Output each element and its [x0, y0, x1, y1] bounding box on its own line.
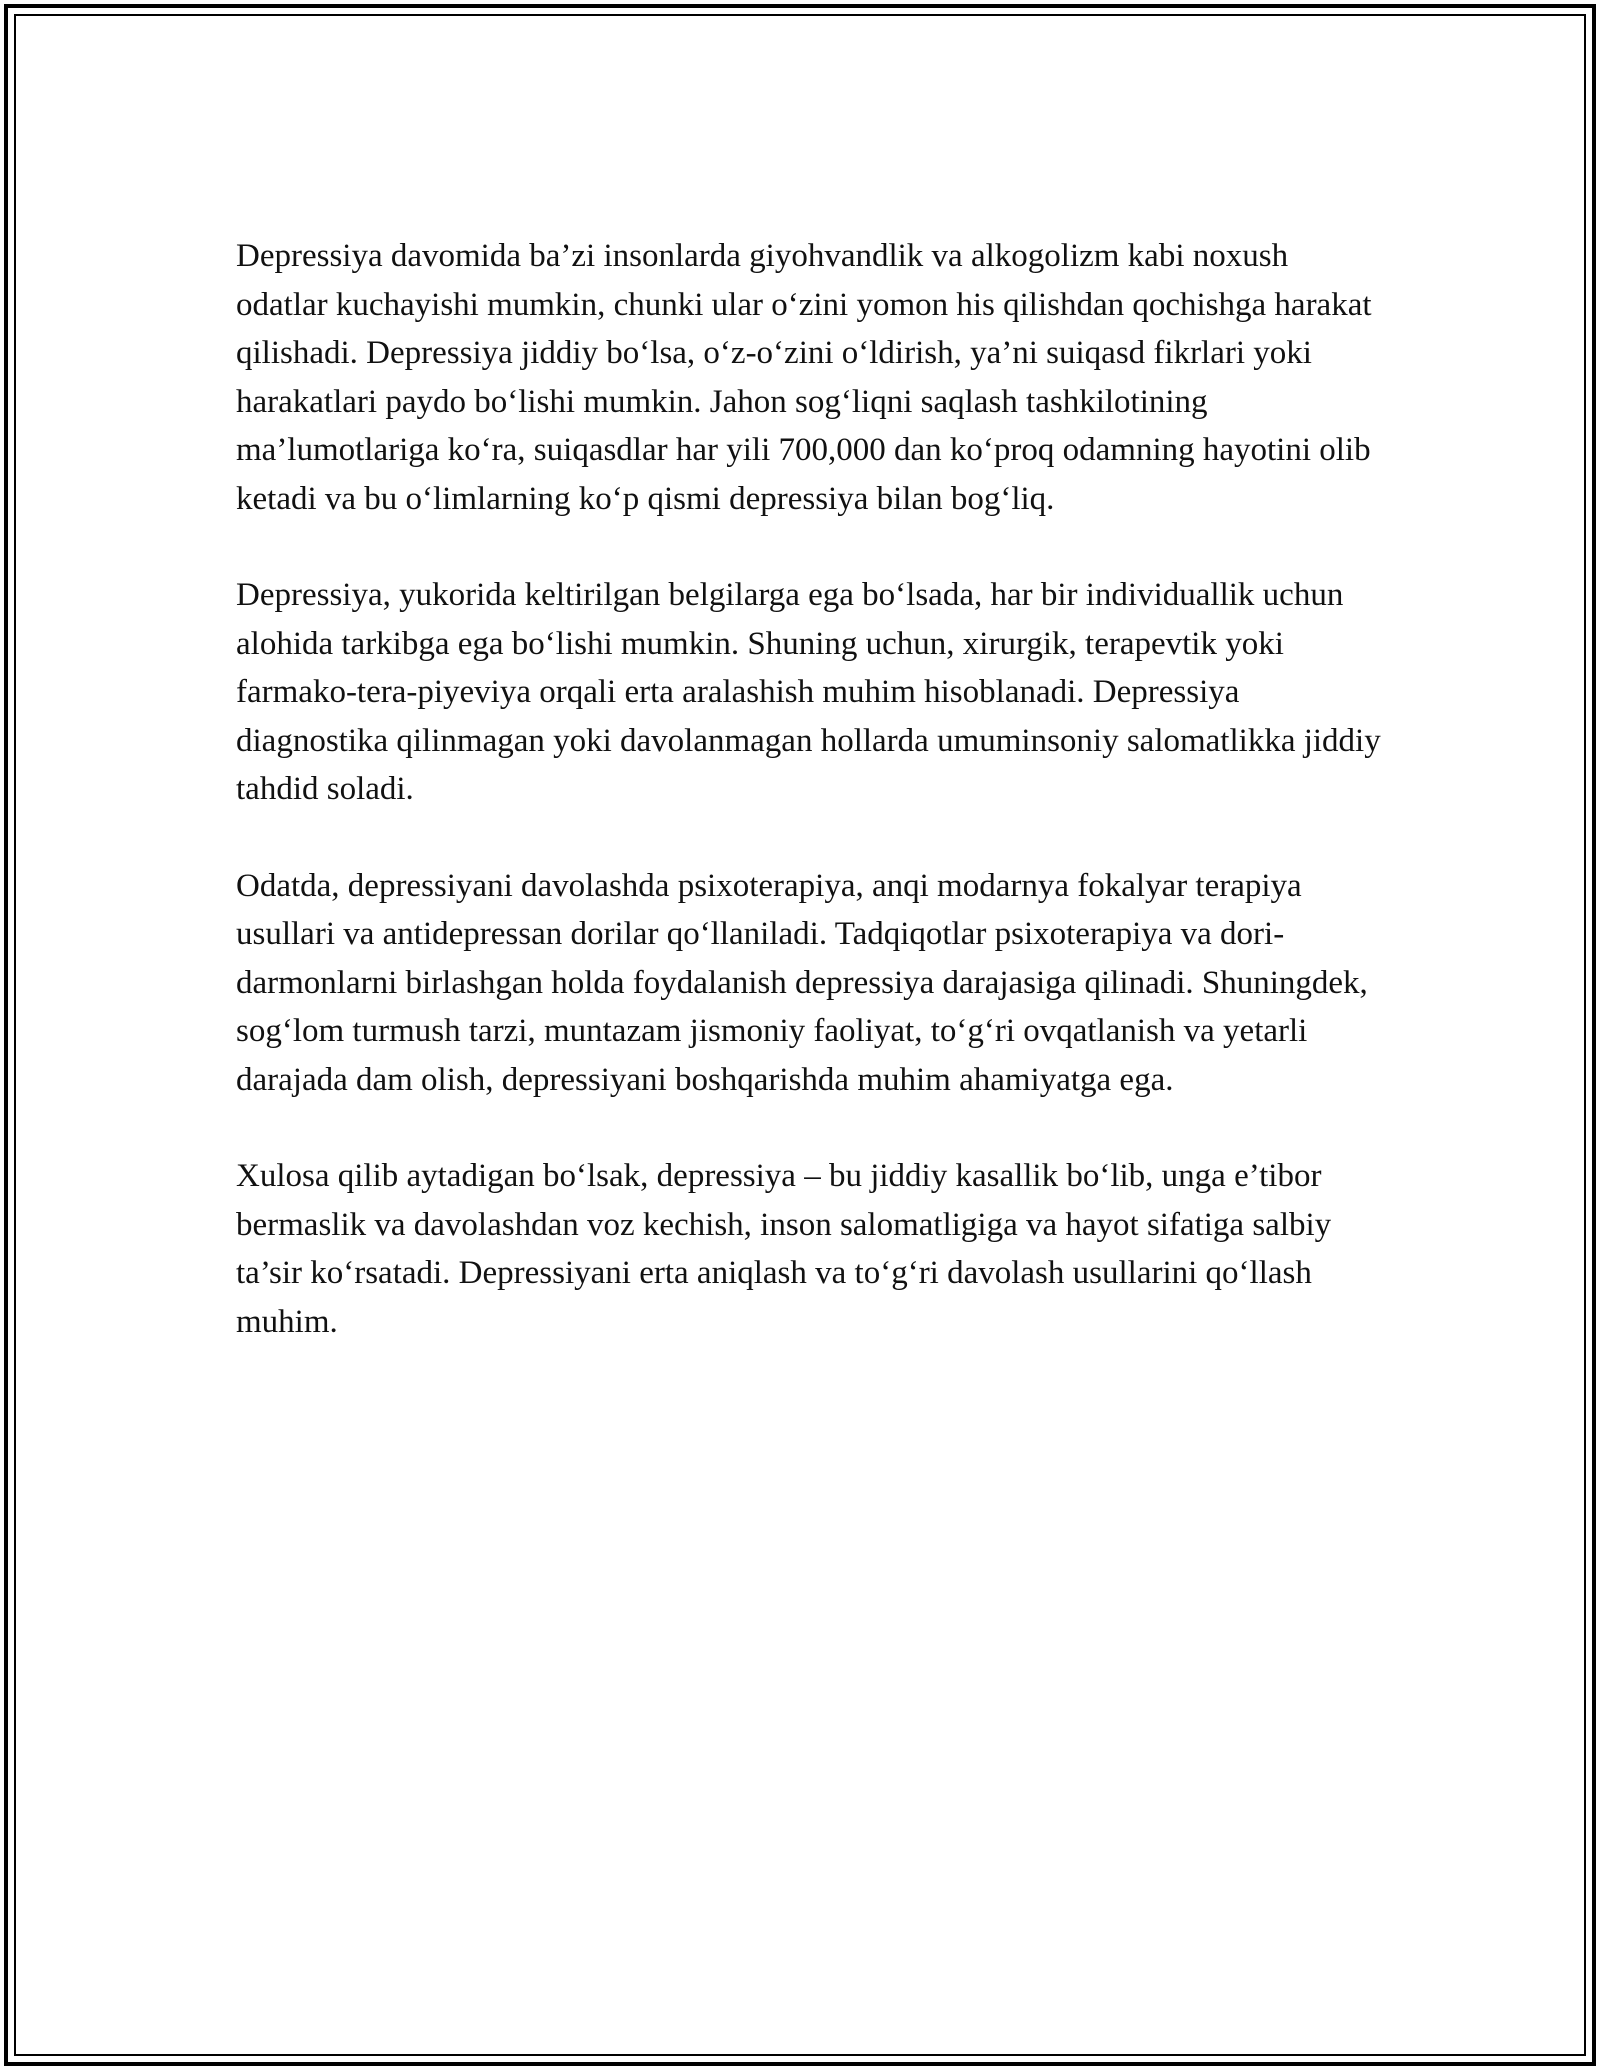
paragraph-4: Xulosa qilib aytadigan bo‘lsak, depressiya – bu jiddiy kasallik bo‘lib, unga e’tibor bermaslik va davolashdan voz kechish, inson salomatligiga va hayot sifatiga salbiy ta’sir ko‘rsatadi. Depressiyani erta aniqlash va to‘g‘ri davolash usullarini qo‘llash muhim.: [236, 1158, 1332, 1340]
paragraph-3: Odatda, depressiyani davolashda psixoterapiya, anqi modarnya fokalyar terapiya usullari va antidepressan dorilar qo‘llaniladi. Tadqiqotlar psixoterapiya va dori-darmonlarni birlashgan holda foydalanish depressiya darajasiga qilinadi. Shuningdek, sog‘lom turmush tarzi, muntazam jismoniy faoliyat, to‘g‘ri ovqatlanish va yetarli darajada dam olish, depressiyani boshqarishda muhim ahamiyatga ega.: [236, 867, 1368, 1098]
paragraph-2: Depressiya, yukorida keltirilgan belgilarga ega bo‘lsada, har bir individuallik uchun alohida tarkibga ega bo‘lishi mumkin. Shuning uchun, xirurgik, terapevtik yoki farmako-tera-piyeviya orqali erta aralashish muhim hisoblanadi. Depressiya diagnostika qilinmagan yoki davolanmagan hollarda umuminsoniy salomatlikka jiddiy tahdid soladi.: [236, 577, 1381, 807]
paragraph-1: Depressiya davomida ba’zi insonlarda giyohvandlik va alkogolizm kabi noxush odatlar kuchayishi mumkin, chunki ular o‘zini yomon his qilishdan qochishga harakat qilishadi. Depressiya jiddiy bo‘lsa, o‘z-o‘zini o‘ldirish, ya’ni suiqasd fikrlari yoki harakatlari paydo bo‘lishi mumkin. Jahon sog‘liqni saqlash tashkilotining ma’lumotlariga ko‘ra, suiqasdlar har yili 700,000 dan ko‘proq odamning hayotini olib ketadi va bu o‘limlarning ko‘p qismi depressiya bilan bog‘liq.: [236, 238, 1372, 517]
document-body: [236, 232, 1386, 1394]
